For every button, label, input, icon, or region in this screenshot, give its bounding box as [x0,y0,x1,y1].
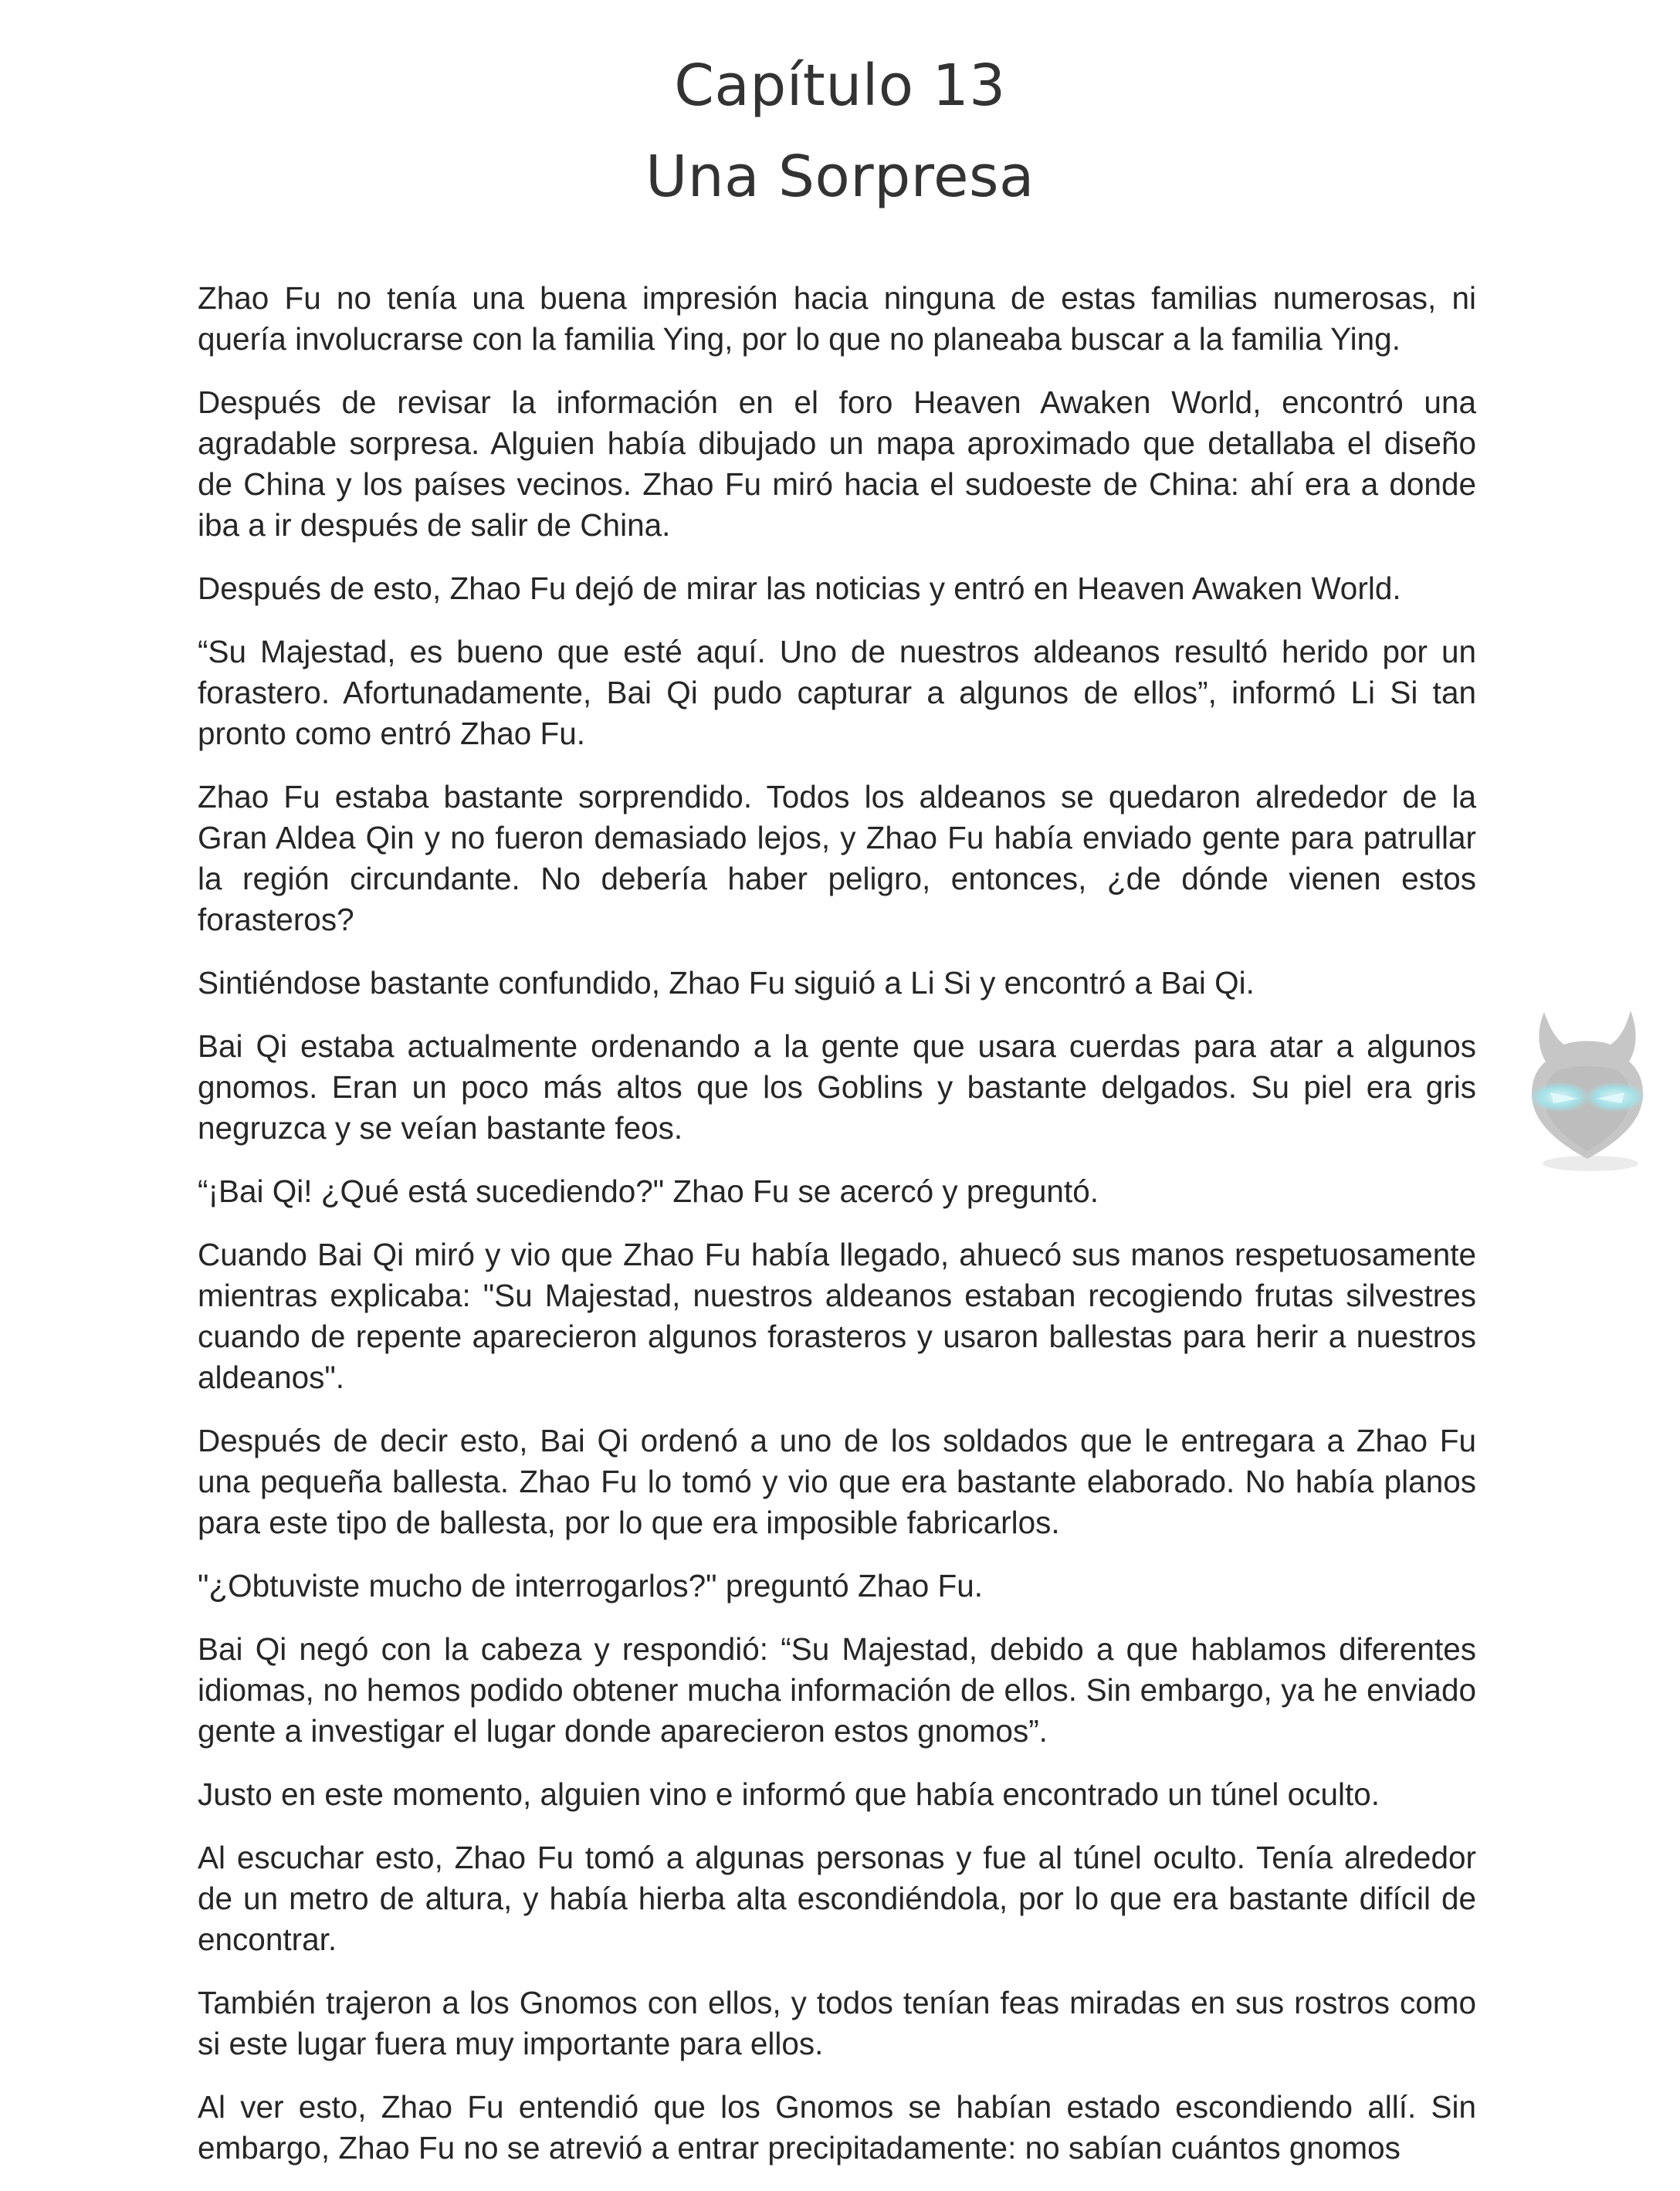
paragraph: Bai Qi negó con la cabeza y respondió: “Su Majestad, debido a que hablamos diferentes idiomas, no hemos podido obtener mucha información de ellos. Sin embargo, ya he enviado gente a investigar el lugar donde aparecieron estos gnomos”. [198,1631,1476,1749]
paragraph: Después de esto, Zhao Fu dejó de mirar las noticias y entró en Heaven Awaken World. [198,571,1401,606]
paragraph: Al escuchar esto, Zhao Fu tomó a algunas personas y fue al túnel oculto. Tenía alrededor de un metro de altura, y había hierba alta escondiéndola, por lo que era bastante difícil de encontrar. [198,1840,1476,1957]
paragraph: Después de decir esto, Bai Qi ordenó a uno de los soldados que le entregara a Zhao Fu una pequeña ballesta. Zhao Fu lo tomó y vio que era bastante elaborado. No había planos para este tipo de ballesta, por lo que era imposible fabricarlos. [198,1423,1476,1540]
chapter-body [198,278,1476,2191]
paragraph: Al ver esto, Zhao Fu entendió que los Gnomos se habían estado escondiendo allí. Sin embargo, Zhao Fu no se atrevió a entrar precipitadamente: no sabían cuántos gnomos [198,2089,1476,2166]
paragraph: Sintiéndose bastante confundido, Zhao Fu siguió a Li Si y encontró a Bai Qi. [198,965,1255,1001]
paragraph: Zhao Fu no tenía una buena impresión hacia ninguna de estas familias numerosas, ni quería involucrarse con la familia Ying, por lo que no planeaba buscar a la familia Ying. [198,280,1476,357]
paragraph: Después de revisar la información en el foro Heaven Awaken World, encontró una agradable sorpresa. Alguien había dibujado un mapa aproximado que detallaba el diseño de China y los países vecinos. Zhao Fu miró hacia el sudoeste de China: ahí era a donde iba a ir después de salir de China. [198,384,1476,543]
chapter-heading [0,40,1680,222]
paragraph: "¿Obtuviste mucho de interrogarlos?" preguntó Zhao Fu. [198,1568,984,1603]
paragraph: También trajeron a los Gnomos con ellos, y todos tenían feas miradas en sus rostros como si este lugar fuera muy importante para ellos. [198,1985,1476,2061]
paragraph: Zhao Fu estaba bastante sorprendido. Todos los aldeanos se quedaron alrededor de la Gran Aldea Qin y no fueron demasiado lejos, y Zhao Fu había enviado gente para patrullar la región circundante. No debería haber peligro, entonces, ¿de dónde vienen estos forasteros? [198,779,1476,937]
chapter-number: Capítulo 13 [674,52,1006,119]
demon-head-logo-icon [1513,1000,1660,1177]
paragraph: Bai Qi estaba actualmente ordenando a la gente que usara cuerdas para atar a algunos gnomos. Eran un poco más altos que los Goblins y bastante delgados. Su piel era gris negruzca y se veían bastante feos. [198,1028,1476,1146]
paragraph: “¡Bai Qi! ¿Qué está sucediendo?" Zhao Fu se acercó y preguntó. [198,1173,1099,1209]
paragraph: “Su Majestad, es bueno que esté aquí. Uno de nuestros aldeanos resultó herido por un forastero. Afortunadamente, Bai Qi pudo capturar a algunos de ellos”, informó Li Si tan pronto como entró Zhao Fu. [198,634,1476,751]
chapter-title: Una Sorpresa [645,144,1035,210]
paragraph: Cuando Bai Qi miró y vio que Zhao Fu había llegado, ahuecó sus manos respetuosamente mientras explicaba: "Su Majestad, nuestros aldeanos estaban recogiendo frutas silvestres cuando de repente aparecieron algunos forasteros y usaron ballestas para herir a nuestros aldeanos". [198,1237,1476,1395]
paragraph: Justo en este momento, alguien vino e informó que había encontrado un túnel oculto. [198,1776,1380,1812]
